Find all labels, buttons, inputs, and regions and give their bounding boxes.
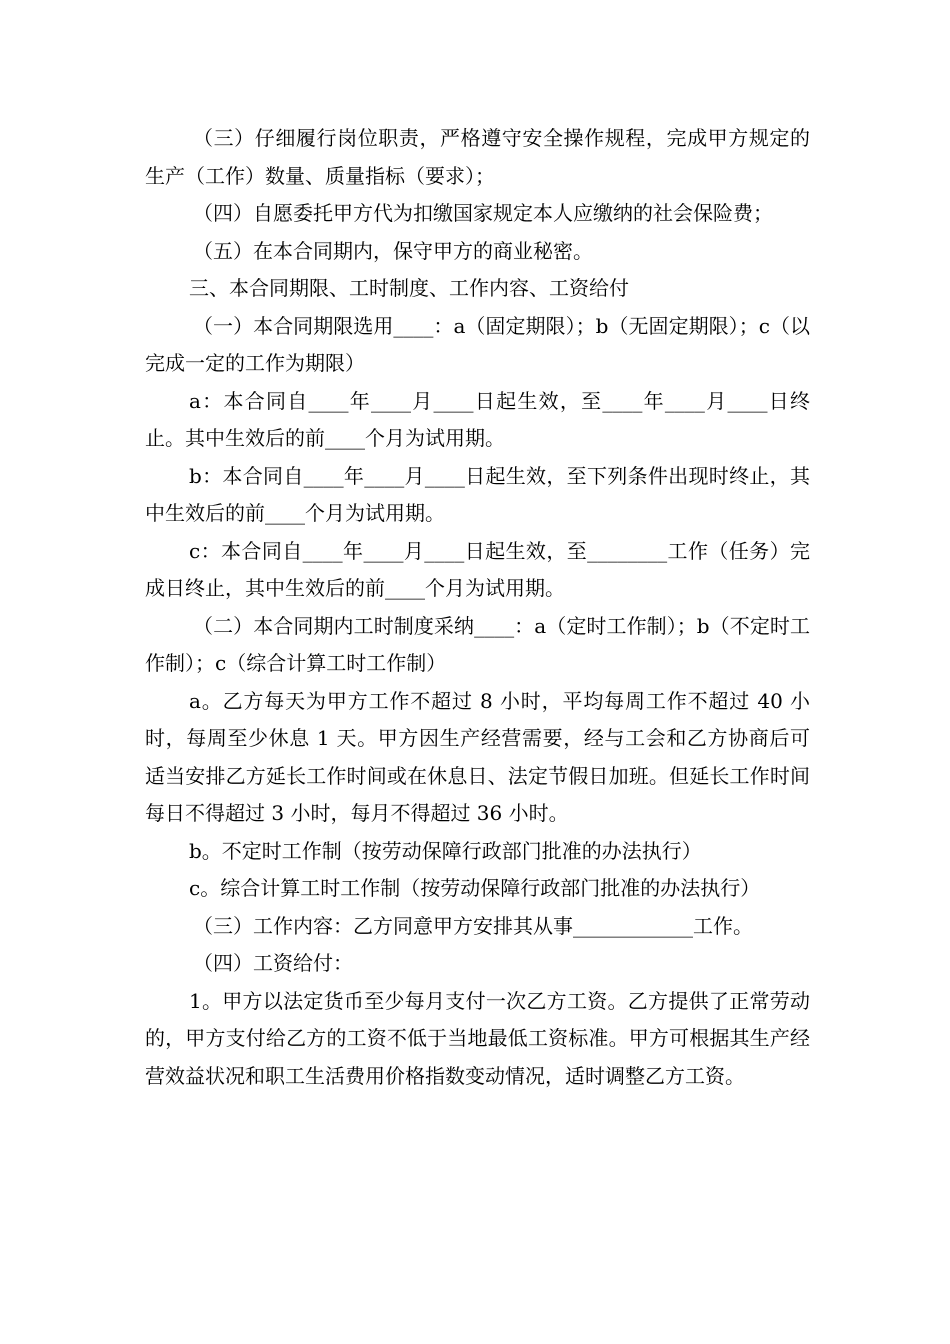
paragraph-duty-3: （三）仔细履行岗位职责，严格遵守安全操作规程，完成甲方规定的生产（工作）数量、质量指标（要求）；: [145, 126, 810, 188]
paragraph-duty-4: （四）自愿委托甲方代为扣缴国家规定本人应缴纳的社会保险费；: [193, 201, 773, 225]
document-page: [145, 120, 810, 1095]
paragraph-term-selection: （一）本合同期限选用____：a（固定期限）；b（无固定期限）；c（以完成一定的工作为期限）: [145, 313, 810, 375]
paragraph-work-content: （三）工作内容：乙方同意甲方安排其从事____________工作。: [193, 913, 753, 938]
paragraph-duty-5: （五）在本合同期内，保守甲方的商业秘密。: [193, 238, 593, 263]
paragraph-hours-b: b。不定时工作制（按劳动保障行政部门批准的办法执行）: [189, 838, 702, 863]
paragraph-wage-heading: （四）工资给付：: [193, 951, 353, 975]
paragraph-wage-1: 1。甲方以法定货币至少每月支付一次乙方工资。乙方提供了正常劳动的，甲方支付给乙方的工资不低于当地最低工资标准。甲方可根据其生产经营效益状况和职工生活费用价格指数变动情况，适时调整乙方工资。: [145, 988, 810, 1088]
paragraph-term-b: b：本合同自____年____月____日起生效，至下列条件出现时终止，其中生效后的前____个月为试用期。: [145, 463, 810, 525]
section-heading-3: 三、本合同期限、工时制度、工作内容、工资给付: [189, 276, 629, 300]
paragraph-hours-a: a。乙方每天为甲方工作不超过 8 小时，平均每周工作不超过 40 小时，每周至少休息 1 天。甲方因生产经营需要，经与工会和乙方协商后可适当安排乙方延长工作时间或在休息日、法定节假日加班。但延长工作时间每日不得超过 3 小时，每月不得超过 36 小时。: [145, 688, 810, 825]
paragraph-term-a: a：本合同自____年____月____日起生效，至____年____月____日终止。其中生效后的前____个月为试用期。: [145, 388, 810, 450]
paragraph-hours-c: c。综合计算工时工作制（按劳动保障行政部门批准的办法执行）: [189, 876, 761, 900]
paragraph-term-c: c：本合同自____年____月____日起生效，至________工作（任务）完成日终止，其中生效后的前____个月为试用期。: [145, 538, 810, 600]
paragraph-hours-selection: （二）本合同期内工时制度采纳____：a（定时工作制）；b（不定时工作制）；c（综合计算工时工作制）: [145, 613, 810, 675]
